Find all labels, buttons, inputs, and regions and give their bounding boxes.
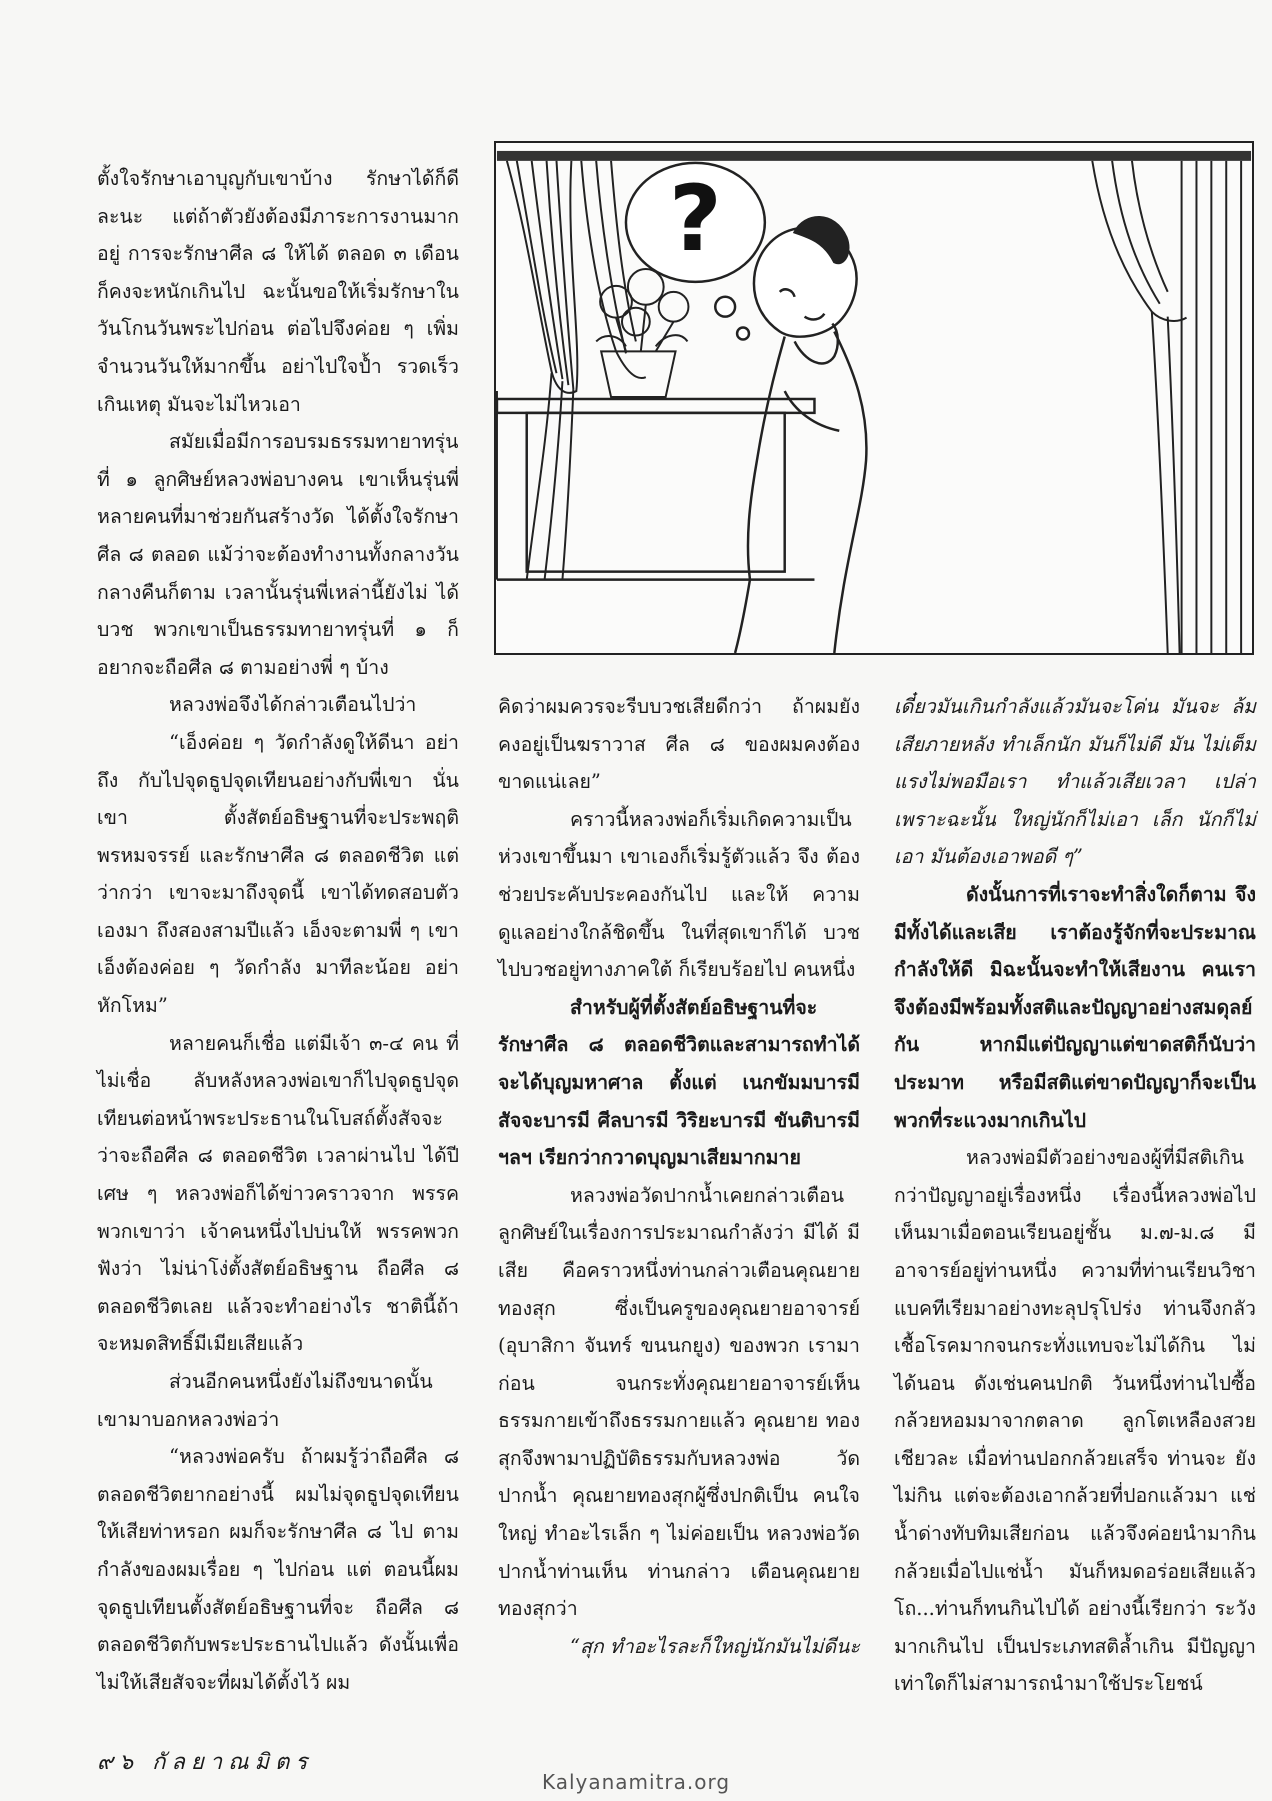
paragraph: “เอ็งค่อย ๆ วัดกำลังดูให้ดีนา อย่าถึง กับไปจุดธูปจุดเทียนอย่างกับพี่เขา นั่นเขา ตั้งสัตย์อธิษฐานที่จะประพฤติพรหมจรรย์ และรักษาศีล ๘ ตลอดชีวิต แต่ว่ากว่า เขาจะมาถึงจุดนี้ เขาได้ทดสอบตัวเองมา ถึงสองสามปีแล้ว เอ็งจะตามพี่ ๆ เขา เอ็งต้องค่อย ๆ วัดกำลัง มาทีละน้อย อย่าหักโหม” <box>97 730 459 1018</box>
paragraph: เดี๋ยวมันเกินกำลังแล้วมันจะโค่น มันจะ ล้มเสียภายหลัง ทำเล็กนัก มันก็ไม่ดี มัน ไม่เต็มแรงไม่พอมือเรา ทำแล้วเสียเวลา เปล่าเพราะฉะนั้น ใหญ่นักก็ไม่เอา เล็ก นักก็ไม่เอา มันต้องเอาพอดี ๆ” <box>894 695 1256 869</box>
site-watermark: Kalyanamitra.org <box>541 1770 731 1794</box>
text-column-left <box>97 160 459 1701</box>
paragraph: สำหรับผู้ที่ตั้งสัตย์อธิษฐานที่จะ รักษาศีล ๘ ตลอดชีวิตและสามารถทำได้ จะได้บุญมหาศาล ตั้งแต่ เนกขัมมบารมี สัจจะบารมี ศีลบารมี วิริยะบารมี ขันติบารมี ฯลฯ เรียกว่ากวาดบุญมาเสียมากมาย <box>498 995 860 1170</box>
paragraph: หลวงพ่อมีตัวอย่างของผู้ที่มีสติเกิน กว่าปัญญาอยู่เรื่องหนึ่ง เรื่องนี้หลวงพ่อไป เห็นมาเมื่อตอนเรียนอยู่ชั้น ม.๗-ม.๘ มี อาจารย์อยู่ท่านหนึ่ง ความที่ท่านเรียนวิชา แบคทีเรียมาอย่างทะลุปรุโปร่ง ท่านจึงกลัว เชื้อโรคมากจนกระทั่งแทบจะไม่ได้กิน ไม่ ได้นอน ดังเช่นคนปกติ วันหนึ่งท่านไปซื้อ กล้วยหอมมาจากตลาด ลูกโตเหลืองสวย เชียวละ เมื่อท่านปอกกล้วยเสร็จ ท่านจะ ยังไม่กิน แต่จะต้องเอากล้วยที่ปอกแล้วมา แช่น้ำด่างทับทิมเสียก่อน แล้วจึงค่อยนำมากิน กล้วยเมื่อไปแช่น้ำ มันก็หมดอร่อยเสียแล้ว โถ...ท่านก็ทนกินไปได้ อย่างนี้เรียกว่า ระวังมากเกินไป เป็นประเภทสติล้ำเกิน มีปัญญาเท่าใดก็ไม่สามารถนำมาใช้ประโยชน์ <box>894 1146 1256 1696</box>
paragraph: สมัยเมื่อมีการอบรมธรรมทายาทรุ่นที่ ๑ ลูกศิษย์หลวงพ่อบางคน เขาเห็นรุ่นพี่ หลายคนที่มาช่วยกันสร้างวัด ได้ตั้งใจรักษาศีล ๘ ตลอด แม้ว่าจะต้องทำงานทั้งกลางวัน กลางคืนก็ตาม เวลานั้นรุ่นพี่เหล่านี้ยังไม่ ได้บวช พวกเขาเป็นธรรมทายาทรุ่นที่ ๑ ก็อยากจะถือศีล ๘ ตามอย่างพี่ ๆ บ้าง <box>97 430 459 679</box>
curtain-rod <box>497 151 1251 161</box>
paragraph: ดังนั้นการที่เราจะทำสิ่งใดก็ตาม จึง มีทั้งได้และเสีย เราต้องรู้จักที่จะประมาณ กำลังให้ดี มิฉะนั้นจะทำให้เสียงาน คนเรา จึงต้องมีพร้อมทั้งสติและปัญญาอย่างสมดุลย์ กัน หากมีแต่ปัญญาแต่ขาดสติก็นับว่า ประมาท หรือมีสติแต่ขาดปัญญาก็จะเป็น พวกที่ระแวงมากเกินไป <box>894 882 1256 1132</box>
paragraph: ส่วนอีกคนหนึ่งยังไม่ถึงขนาดนั้น เขามาบอกหลวงพ่อว่า <box>97 1370 433 1431</box>
paragraph: หลายคนก็เชื่อ แต่มีเจ้า ๓-๔ คน ที่ไม่เชื่อ ลับหลังหลวงพ่อเขาก็ไปจุดธูปจุด เทียนต่อหน้าพระประธานในโบสถ์ตั้งสัจจะ ว่าจะถือศีล ๘ ตลอดชีวิต เวลาผ่านไป ได้ปีเศษ ๆ หลวงพ่อก็ได้ข่าวคราวจาก พรรคพวกเขาว่า เจ้าคนหนึ่งไปบ่นให้ พรรคพวกฟังว่า ไม่น่าโง่ตั้งสัตย์อธิษฐาน ถือศีล ๘ ตลอดชีวิตเลย แล้วจะทำอย่างไร ชาตินี้ถ้าจะหมดสิทธิ์มีเมียเสียแล้ว <box>97 1031 459 1356</box>
page-number-footer: ๙๖ กัลยาณมิตร <box>97 1750 314 1775</box>
thinking-person <box>735 217 866 653</box>
table <box>497 399 815 580</box>
right-curtain <box>1092 161 1241 653</box>
paragraph: ตั้งใจรักษาเอาบุญกับเขาบ้าง รักษาได้ก็ดี ละนะ แต่ถ้าตัวยังต้องมีภาระการงานมากอยู่ การจะรักษาศีล ๘ ให้ได้ ตลอด ๓ เดือน ก็คงจะหนักเกินไป ฉะนั้นขอให้เริ่มรักษาใน วันโกนวันพระไปก่อน ต่อไปจึงค่อย ๆ เพิ่มจำนวนวันให้มากขึ้น อย่าไปใจป้ำ รวดเร็วเกินเหตุ มันจะไม่ไหวเอา <box>97 167 459 416</box>
paragraph: “หลวงพ่อครับ ถ้าผมรู้ว่าถือศีล ๘ ตลอดชีวิตยากอย่างนี้ ผมไม่จุดธูปจุดเทียน ให้เสียท่าหรอก ผมก็จะรักษาศีล ๘ ไป ตามกำลังของผมเรื่อย ๆ ไปก่อน แต่ ตอนนี้ผมจุดธูปเทียนตั้งสัตย์อธิษฐานที่จะ ถือศีล ๘ ตลอดชีวิตกับพระประธานไปแล้ว ดังนั้นเพื่อไม่ให้เสียสัจจะที่ผมได้ตั้งไว้ ผม <box>97 1445 459 1694</box>
paragraph: หลวงพ่อจึงได้กล่าวเตือนไปว่า <box>169 693 417 717</box>
cartoon-drawing <box>496 143 1252 653</box>
paragraph: คิดว่าผมควรจะรีบบวชเสียดีกว่า ถ้าผมยัง คงอยู่เป็นฆราวาส ศีล ๘ ของผมคงต้อง ขาดแน่เลย” <box>498 695 860 794</box>
paragraph: “สุก ทำอะไรละก็ใหญ่นักมันไม่ดีนะ <box>570 1634 860 1658</box>
illustration <box>494 141 1254 655</box>
text-column-right <box>894 688 1256 1703</box>
left-curtain <box>497 161 646 580</box>
question-mark: ? <box>668 165 722 273</box>
paragraph: คราวนี้หลวงพ่อก็เริ่มเกิดความเป็น ห่วงเขาขึ้นมา เขาเองก็เริ่มรู้ตัวแล้ว จึง ต้องช่วยประคับประคองกันไป และให้ ความดูแลอย่างใกล้ชิดขึ้น ในที่สุดเขาก็ได้ บวช ไปบวชอยู่ทางภาคใต้ ก็เรียบร้อยไป คนหนึ่ง <box>498 807 860 982</box>
text-column-middle <box>498 688 860 1665</box>
paragraph: หลวงพ่อวัดปากน้ำเคยกล่าวเตือน ลูกศิษย์ในเรื่องการประมาณกำลังว่า มีได้ มีเสีย คือคราวหนึ่งท่านกล่าวเตือนคุณยาย ทองสุก ซึ่งเป็นครูของคุณยายอาจารย์ (อุบาสิกา จันทร์ ขนนกยูง) ของพวก เรามาก่อน จนกระทั่งคุณยายอาจารย์เห็น ธรรมกายเข้าถึงธรรมกายแล้ว คุณยาย ทองสุกจึงพามาปฏิบัติธรรมกับหลวงพ่อ วัดปากน้ำ คุณยายทองสุกผู้ซึ่งปกติเป็น คนใจใหญ่ ทำอะไรเล็ก ๆ ไม่ค่อยเป็น หลวงพ่อวัดปากน้ำท่านเห็น ท่านกล่าว เตือนคุณยายทองสุกว่า <box>498 1183 860 1621</box>
